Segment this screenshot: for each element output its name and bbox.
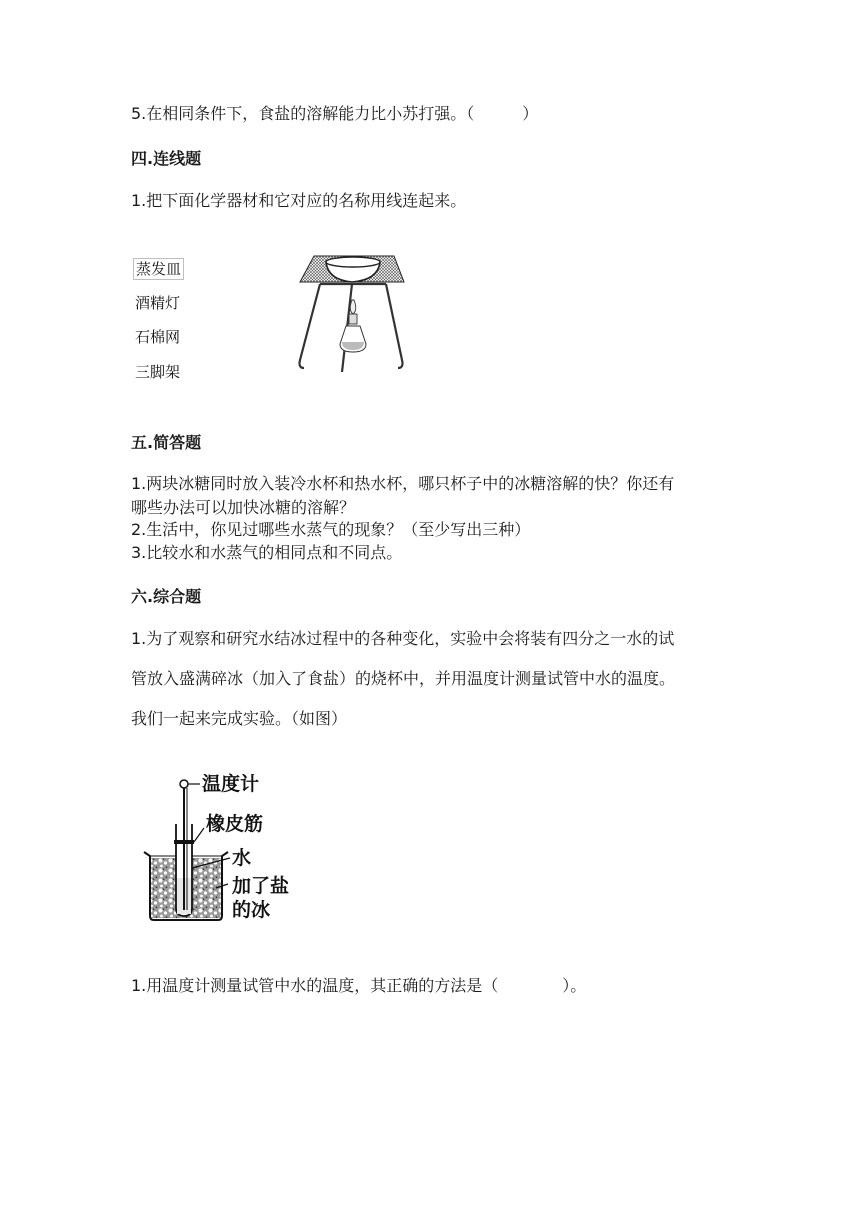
question-6-1-line1: 1.为了观察和研究水结冰过程中的各种变化，实验中会将装有四分之一水的试	[131, 629, 675, 648]
label-salted-ice-line1: 加了盐	[232, 875, 290, 897]
apparatus-illustration	[290, 248, 415, 376]
question-5-1-line2: 哪些办法可以加快冰糖的溶解？	[131, 498, 356, 517]
question-5-1-line1: 1.两块冰糖同时放入装冷水杯和热水杯，哪只杯子中的冰糖溶解的快？你还有	[131, 474, 675, 493]
question-5-2: 2.生活中，你见过哪些水蒸气的现象？（至少写出三种）	[131, 520, 531, 539]
label-salted-ice-line2: 的冰	[232, 899, 271, 921]
question-4-1: 1.把下面化学器材和它对应的名称用线连起来。	[131, 191, 467, 210]
ice-experiment-figure	[138, 768, 310, 928]
label-tripod: 三脚架	[135, 363, 181, 381]
label-asbestos-net: 石棉网	[135, 328, 181, 346]
label-water: 水	[232, 847, 252, 869]
question-5-3: 3.比较水和水蒸气的相同点和不同点。	[131, 543, 403, 562]
section-4-heading: 四.连线题	[131, 149, 202, 168]
label-thermometer: 温度计	[202, 773, 260, 795]
label-evaporating-dish: 蒸发皿	[133, 258, 184, 280]
question-6-1-line2: 管放入盛满碎冰（加入了食盐）的烧杯中，并用温度计测量试管中水的温度。	[131, 669, 676, 688]
sub-question-6-1: 1.用温度计测量试管中水的温度，其正确的方法是（ ）。	[131, 976, 587, 995]
question-6-1-line3: 我们一起来完成实验。（如图）	[131, 709, 348, 728]
section-5-heading: 五.简答题	[131, 433, 202, 452]
question-3-5: 5.在相同条件下，食盐的溶解能力比小苏打强。（ ）	[131, 104, 539, 123]
label-rubber-band: 橡皮筋	[206, 813, 264, 835]
section-6-heading: 六.综合题	[131, 587, 202, 606]
label-alcohol-lamp: 酒精灯	[135, 294, 181, 312]
